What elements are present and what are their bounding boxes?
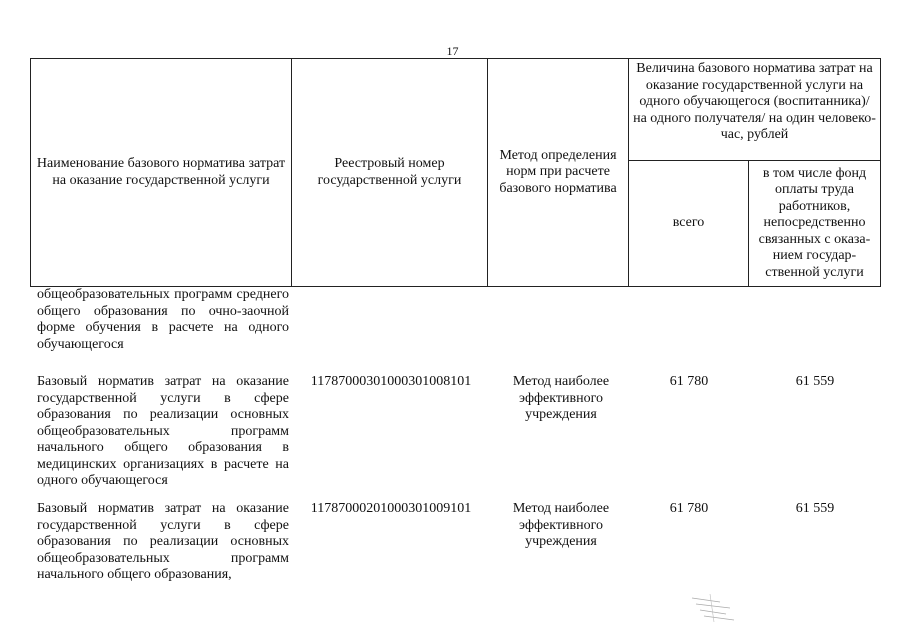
row-continuation-name: общеобразовательных программ среднего общего образования по очно-заочной форме обучения в расчете на одного обучающегося: [37, 287, 289, 352]
row-2-name: Базовый норматив затрат на оказание государственной услуги в сфере образования по реализации основных общеобразовательных программ начального общего образования,: [37, 501, 289, 582]
row-2-method: Метод наиболее эффективного учреждения: [512, 501, 610, 549]
row-2-total: 61 780: [669, 501, 709, 516]
row-2-wage-fund: 61 559: [795, 501, 835, 516]
row-2-registry-number: 11787000201000301009101: [310, 501, 472, 516]
row-1-total: 61 780: [669, 374, 709, 389]
row-1-registry-number: 11787000301000301008101: [310, 374, 472, 389]
row-1-name: Базовый норматив затрат на оказание государственной услуги в сфере образования по реализации основных общеобразовательных программ начального общего образования в медицинских организациях в расчете на одного обучающегося: [37, 374, 289, 488]
faint-stamp-mark: [690, 592, 736, 624]
row-1-method: Метод наиболее эффективного учреждения: [512, 374, 610, 422]
header-wage-fund-column: в том числе фонд оплаты труда работников, непосредственно связанных с оказа-нием государ-ственной услуги: [758, 165, 871, 280]
header-name-column: Наименование базового норматива затрат на оказание государственной услуги: [36, 156, 286, 188]
header-value-column: Величина базового норматива затрат на оказание государственной услуги на одного обучающегося (воспитанника)/ на одного получателя/ на один человеко-час, рублей: [633, 61, 876, 142]
header-method-column: Метод определения норм при расчете базового норматива: [499, 147, 617, 196]
row-1-wage-fund: 61 559: [795, 374, 835, 389]
page-number: 17: [446, 44, 459, 58]
header-registry-column: Реестровый номер государственной услуги: [317, 156, 462, 188]
header-total-column: всего: [672, 215, 705, 231]
